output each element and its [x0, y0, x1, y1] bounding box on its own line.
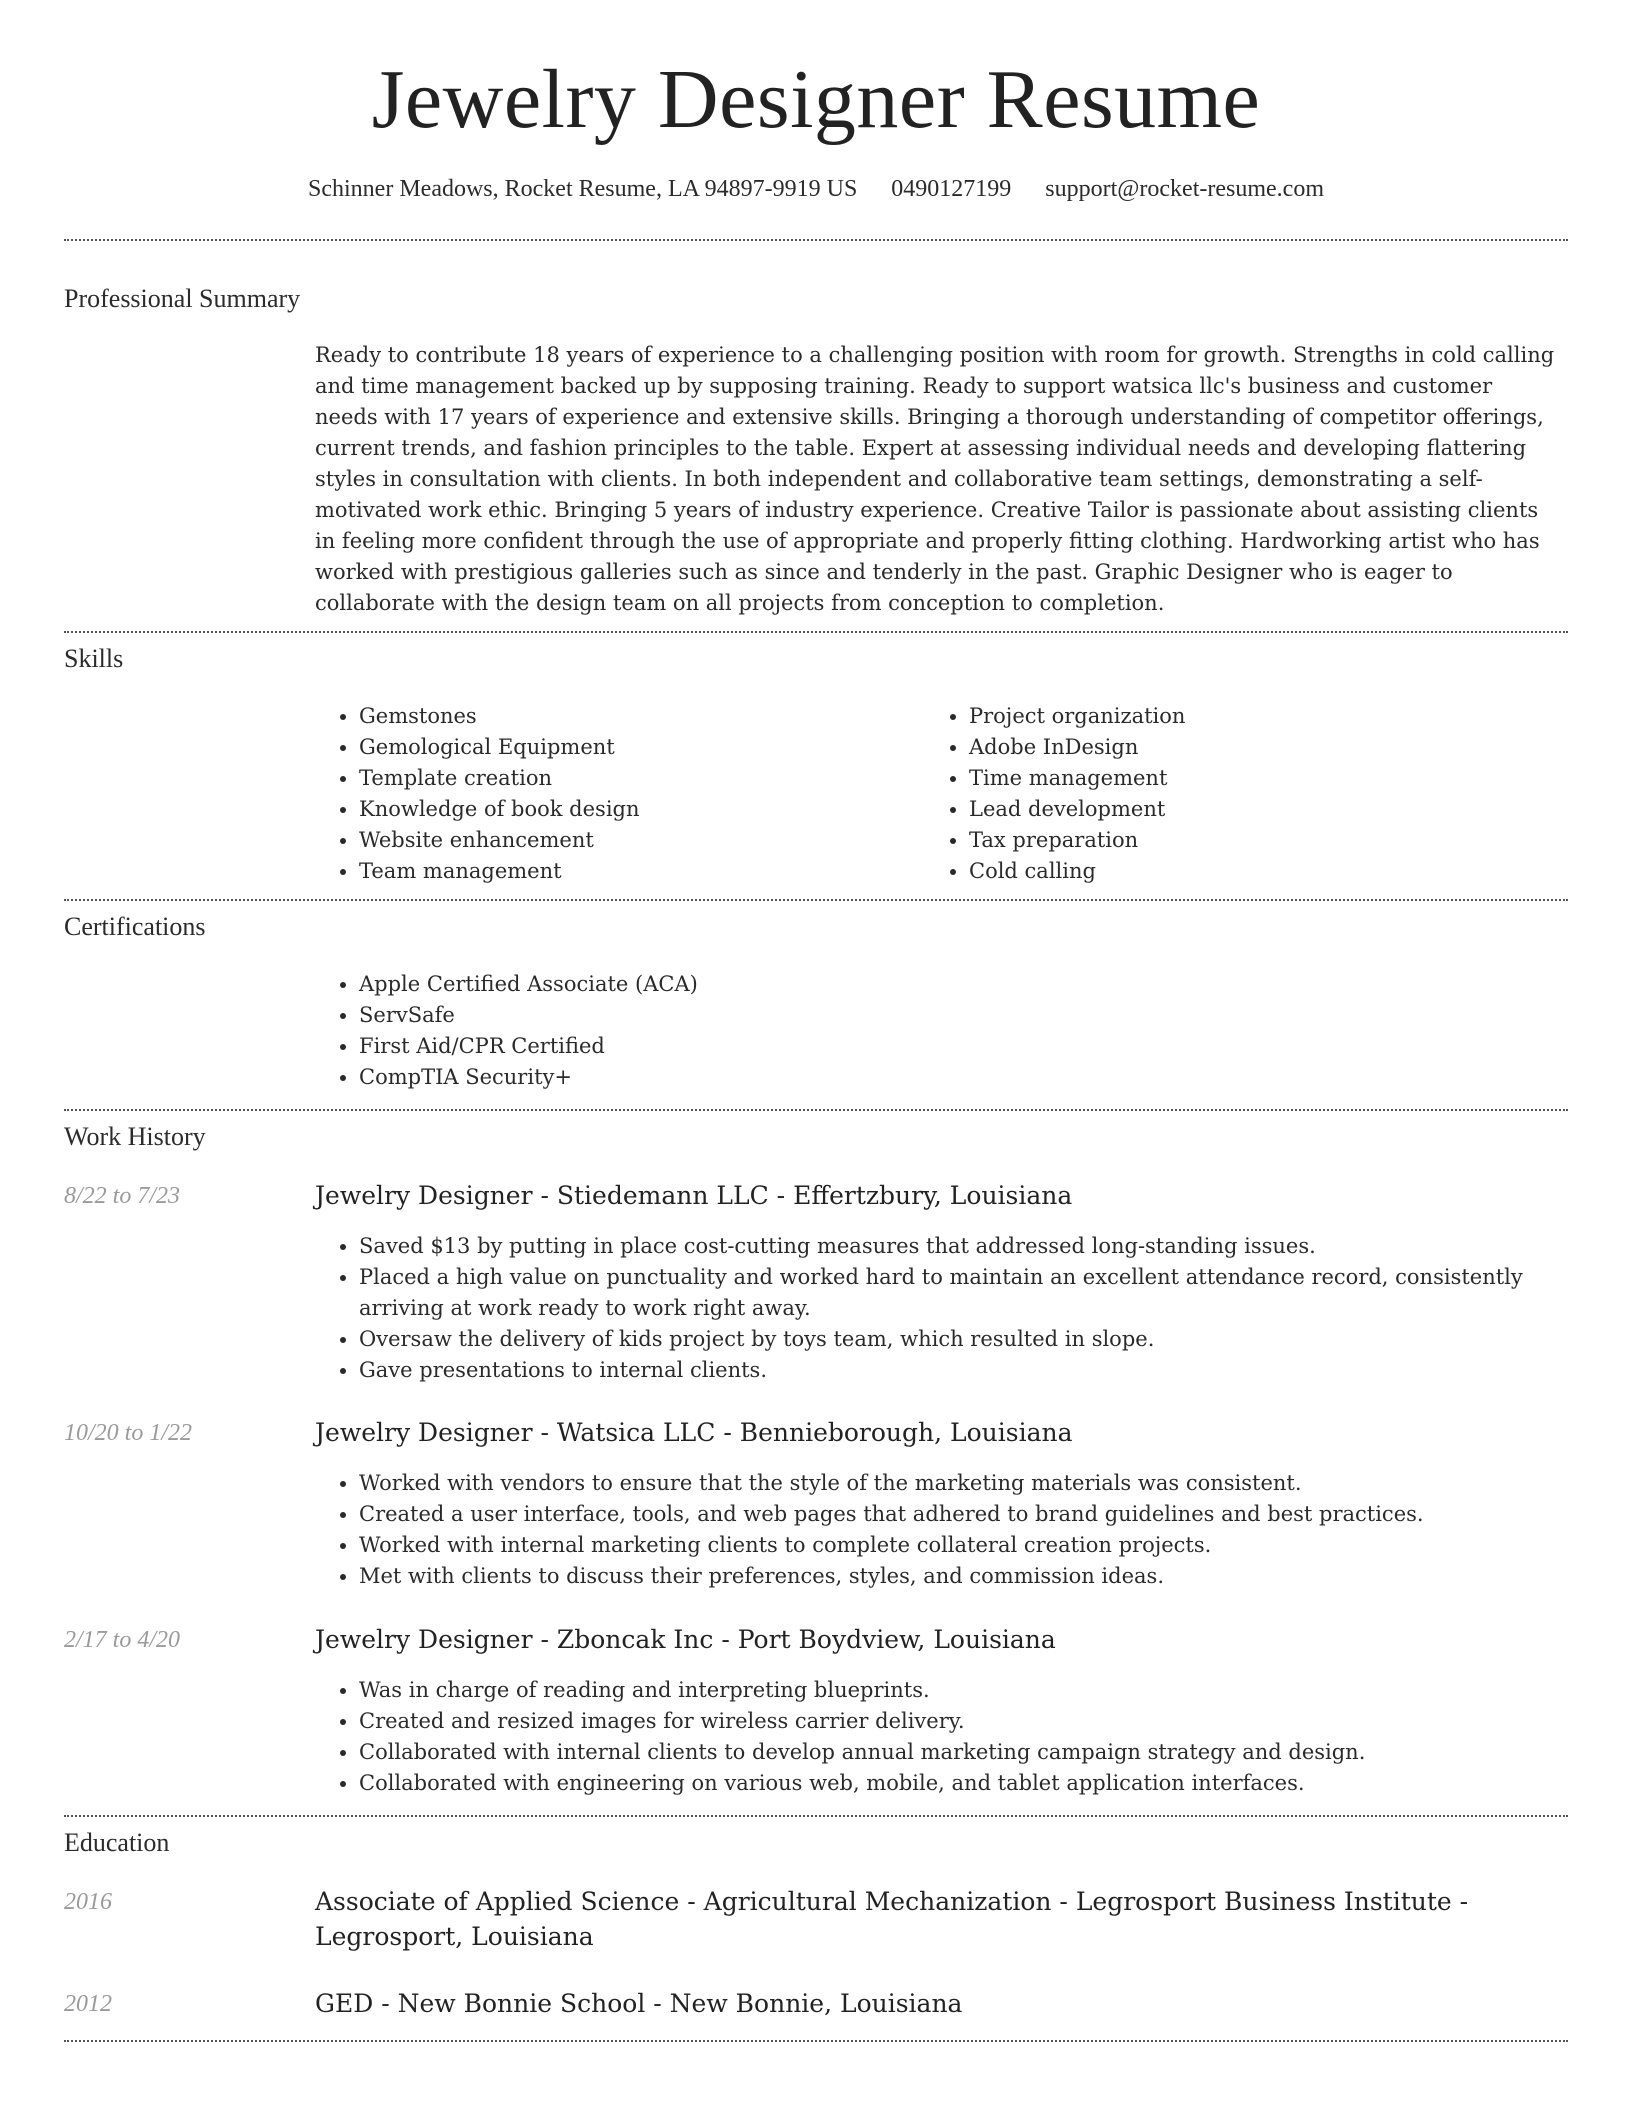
job-dates: 10/20 to 1/22 [64, 1420, 193, 1446]
job-bullet: • Saved $13 by putting in place cost-cutting measures that addressed long-standing issues. [359, 1231, 1560, 1262]
section-title-education: Education [64, 1828, 170, 1857]
certification-item: • ServSafe [359, 1000, 1560, 1031]
section-title-skills: Skills [64, 644, 124, 673]
job-bullets [315, 1468, 1560, 1592]
contact-line [0, 172, 1632, 206]
certification-item: • Apple Certified Associate (ACA) [359, 969, 1560, 1000]
skill-item: • Website enhancement [359, 825, 915, 856]
section-title-work-history: Work History [64, 1122, 206, 1151]
job-heading: Jewelry Designer - Stiedemann LLC - Effertzbury, Louisiana [315, 1181, 1073, 1210]
job-dates: 2/17 to 4/20 [64, 1627, 181, 1653]
skill-item: • Project organization [969, 701, 1545, 732]
skill-item: • Team management [359, 856, 915, 887]
job-bullet: • Met with clients to discuss their preferences, styles, and commission ideas. [359, 1561, 1560, 1592]
education-heading [315, 1986, 1560, 2021]
job-bullet: • Oversaw the delivery of kids project by toys team, which resulted in slope. [359, 1324, 1560, 1355]
skill-item: • Adobe InDesign [969, 732, 1545, 763]
education-school: - New Bonnie School - New Bonnie, Louisiana [373, 1989, 963, 2018]
divider [64, 1109, 1568, 1111]
section-title-certifications: Certifications [64, 912, 206, 941]
job-bullet: • Was in charge of reading and interpreting blueprints. [359, 1675, 1560, 1706]
job-bullet: • Placed a high value on punctuality and worked hard to maintain an excellent attendance record, consistently arriving at work ready to work right away. [359, 1262, 1560, 1324]
job-heading: Jewelry Designer - Watsica LLC - Bennieborough, Louisiana [315, 1418, 1073, 1447]
skill-item: • Template creation [359, 763, 915, 794]
section-title-summary: Professional Summary [64, 284, 301, 313]
job-bullet: • Created a user interface, tools, and web pages that adhered to brand guidelines and best practices. [359, 1499, 1560, 1530]
certification-item: • First Aid/CPR Certified [359, 1031, 1560, 1062]
job-bullet: • Created and resized images for wireless carrier delivery. [359, 1706, 1560, 1737]
job-bullets [315, 1231, 1560, 1386]
contact-email: support@rocket-resume.com [1045, 176, 1324, 202]
job-bullet: • Worked with vendors to ensure that the style of the marketing materials was consistent. [359, 1468, 1560, 1499]
skill-item: • Knowledge of book design [359, 794, 915, 825]
skills-left-column [315, 701, 915, 887]
skill-item: • Gemstones [359, 701, 915, 732]
job-dates: 8/22 to 7/23 [64, 1183, 181, 1209]
skill-item: • Gemological Equipment [359, 732, 915, 763]
certification-item: • CompTIA Security+ [359, 1062, 1560, 1093]
divider [64, 899, 1568, 901]
education-degree: GED [315, 1989, 374, 2018]
job-bullet: • Collaborated with engineering on various web, mobile, and tablet application interfaces. [359, 1768, 1560, 1799]
job-bullet: • Worked with internal marketing clients to complete collateral creation projects. [359, 1530, 1560, 1561]
summary-text: Ready to contribute 18 years of experience to a challenging position with room for growth. Strengths in cold calling and time management backed up by supposing training. Ready to support watsica llc's business and customer needs with 17 years of experience and extensive skills. Bringing a thorough understanding of competitor offerings, current trends, and fashion principles to the table. Expert at assessing individual needs and developing flattering styles in consultation with clients. In both independent and collaborative team settings, demonstrating a self-motivated work ethic. Bringing 5 years of industry experience. Creative Tailor is passionate about assisting clients in feeling more confident through the use of appropriate and properly fitting clothing. Hardworking artist who has worked with prestigious galleries such as since and tenderly in the past. Graphic Designer who is eager to collaborate with the design team on all projects from conception to completion. [315, 343, 1555, 615]
contact-phone: 0490127199 [891, 176, 1012, 202]
skill-item: • Tax preparation [969, 825, 1545, 856]
divider [64, 2040, 1568, 2042]
education-heading [315, 1884, 1560, 1954]
education-degree: Associate of Applied Science - Agricultural Mechanization [315, 1887, 1052, 1916]
divider [64, 631, 1568, 633]
resume-title: Jewelry Designer Resume [371, 53, 1261, 146]
skills-right-column [925, 701, 1545, 887]
job-heading: Jewelry Designer - Zboncak Inc - Port Boydview, Louisiana [315, 1625, 1056, 1654]
job-bullet: • Collaborated with internal clients to develop annual marketing campaign strategy and design. [359, 1737, 1560, 1768]
skill-item: • Time management [969, 763, 1545, 794]
divider [64, 239, 1568, 241]
certifications-list [315, 969, 1560, 1093]
job-bullet: • Gave presentations to internal clients. [359, 1355, 1560, 1386]
contact-address: Schinner Meadows, Rocket Resume, LA 94897-9919 US [308, 176, 858, 202]
education-year: 2016 [64, 1889, 112, 1915]
education-year: 2012 [64, 1991, 112, 2017]
job-bullets [315, 1675, 1560, 1799]
education-school: - Legrosport Business Institute - Legrosport, Louisiana [315, 1887, 1469, 1951]
skill-item: • Lead development [969, 794, 1545, 825]
skill-item: • Cold calling [969, 856, 1545, 887]
divider [64, 1815, 1568, 1817]
